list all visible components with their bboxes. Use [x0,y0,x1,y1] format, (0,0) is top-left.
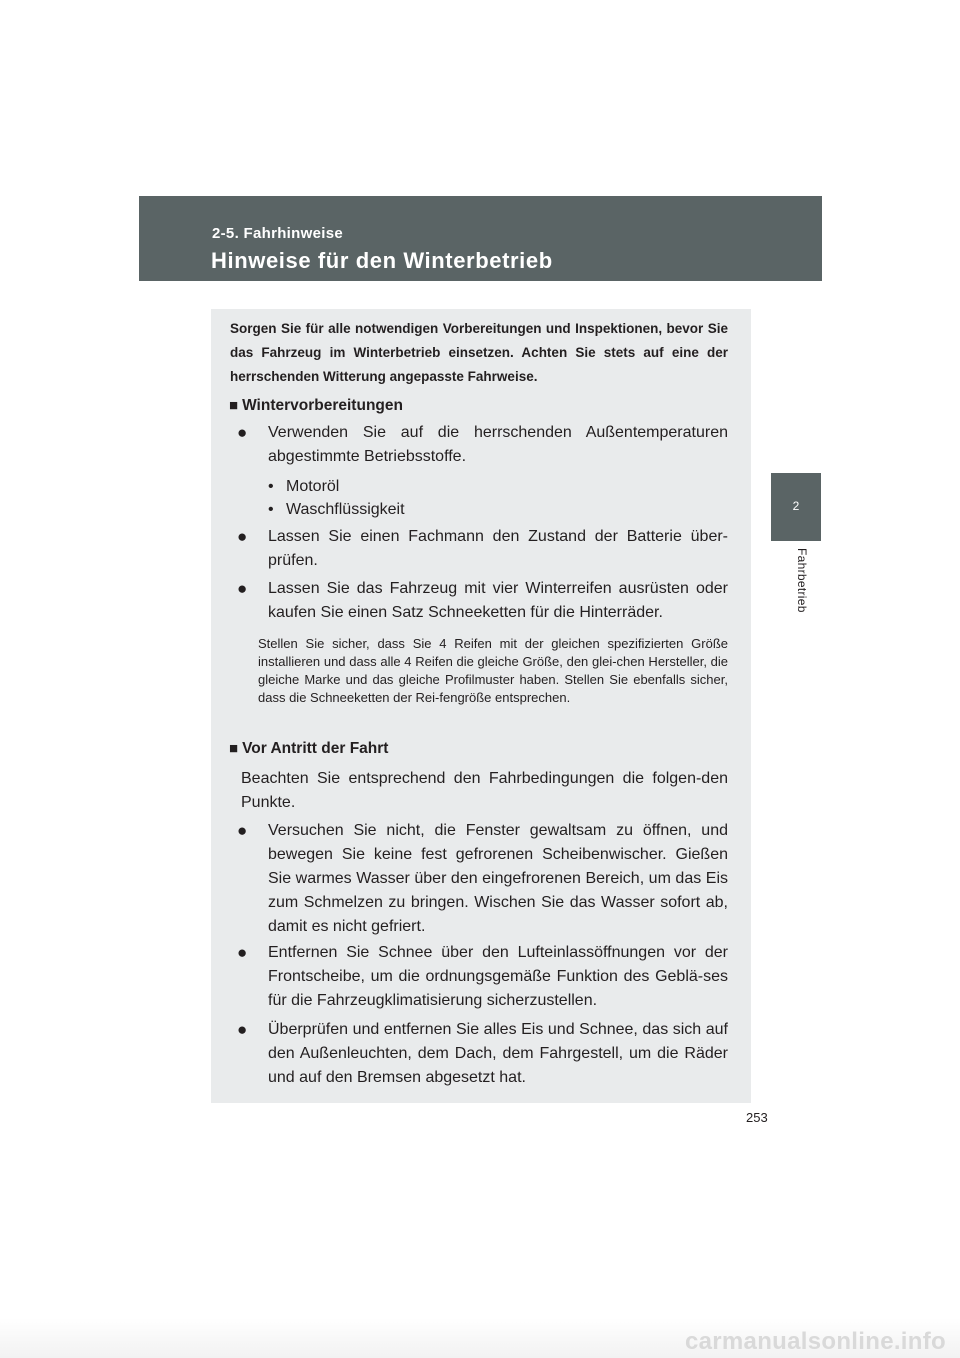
bullet-icon: ● [237,527,248,546]
square-marker-icon: ■ [229,397,239,414]
list-item-text: Versuchen Sie nicht, die Fenster gewaltsam zu öffnen, und bewegen Sie keine fest gefrorenen Scheibenwischer. Gießen Sie warmes Wasser über den eingefrorenen Bereich, um das Eis zum Schmelzen zu bringen. Wischen Sie das Wasser sofort ab, damit es nicht gefriert. [268,822,728,935]
list-item [237,941,728,1013]
bullet-icon: ● [237,1020,248,1039]
section-paragraph: Beachten Sie entsprechend den Fahrbedingungen die folgen-den Punkte. [241,770,728,811]
list-item-text: Überprüfen und entfernen Sie alles Eis und Schnee, das sich auf den Außenleuchten, dem Dach, dem Fahrgestell, um die Räder und auf den Bremsen abgesetzt hat. [268,1021,728,1086]
chapter-tab-number: 2 [792,499,800,513]
list-item [237,421,728,469]
list-item [237,1018,728,1090]
bullet-icon: ● [237,943,248,962]
list-item-text: Entfernen Sie Schnee über den Lufteinlassöffnungen vor der Frontscheibe, um die ordnungsgemäße Funktion des Geblä-ses für die Fahrzeugklimatisierung sicherzustellen. [268,944,728,1009]
chapter-tab [771,473,821,541]
watermark-text: carmanualsonline.info [684,1328,946,1355]
heading-wintervorbereitungen [229,395,403,417]
sub-list-item-text: Waschflüssigkeit [286,501,405,518]
sub-list-item [268,498,405,522]
content-box [211,309,751,1103]
page-number: 253 [746,1110,768,1125]
bullet-icon: ● [237,423,248,442]
heading-text: Vor Antritt der Fahrt [242,740,389,757]
sub-list-item [268,475,339,499]
sub-bullet-icon: • [268,501,274,518]
tire-note: Stellen Sie sicher, dass Sie 4 Reifen mit der gleichen spezifizierten Größe installieren und dass alle 4 Reifen die gleiche Größe, den glei-chen Hersteller, die gleiche Marke und das gleiche Profilmuster haben. Stellen Sie ebenfalls sicher, dass die Schneeketten der Rei-fengröße entsprechen. [258,636,728,705]
heading-vor-antritt [229,738,388,760]
list-item-text: Verwenden Sie auf die herrschenden Außentemperaturen abgestimmte Betriebsstoffe. [268,424,728,465]
list-item-text: Lassen Sie das Fahrzeug mit vier Winterreifen ausrüsten oder kaufen Sie einen Satz Schneeketten für die Hinterräder. [268,580,728,621]
section-label: 2-5. Fahrhinweise [212,225,343,242]
bullet-icon: ● [237,579,248,598]
square-marker-icon: ■ [229,740,239,757]
page-title: Hinweise für den Winterbetrieb [211,248,553,273]
chapter-tab-label: Fahrbetrieb [795,548,809,613]
intro-text: Sorgen Sie für alle notwendigen Vorbereitungen und Inspektionen, bevor Sie das Fahrzeug im Winterbetrieb einsetzen. Achten Sie stets auf eine der herrschenden Witterung angepasste Fahrweise. [230,321,728,384]
list-item [237,577,728,625]
heading-text: Wintervorbereitungen [242,397,403,414]
list-item [237,819,728,939]
list-item [237,525,728,573]
bullet-icon: ● [237,821,248,840]
sub-bullet-icon: • [268,478,274,495]
list-item-text: Lassen Sie einen Fachmann den Zustand der Batterie über-prüfen. [268,528,728,569]
sub-list-item-text: Motoröl [286,478,340,495]
